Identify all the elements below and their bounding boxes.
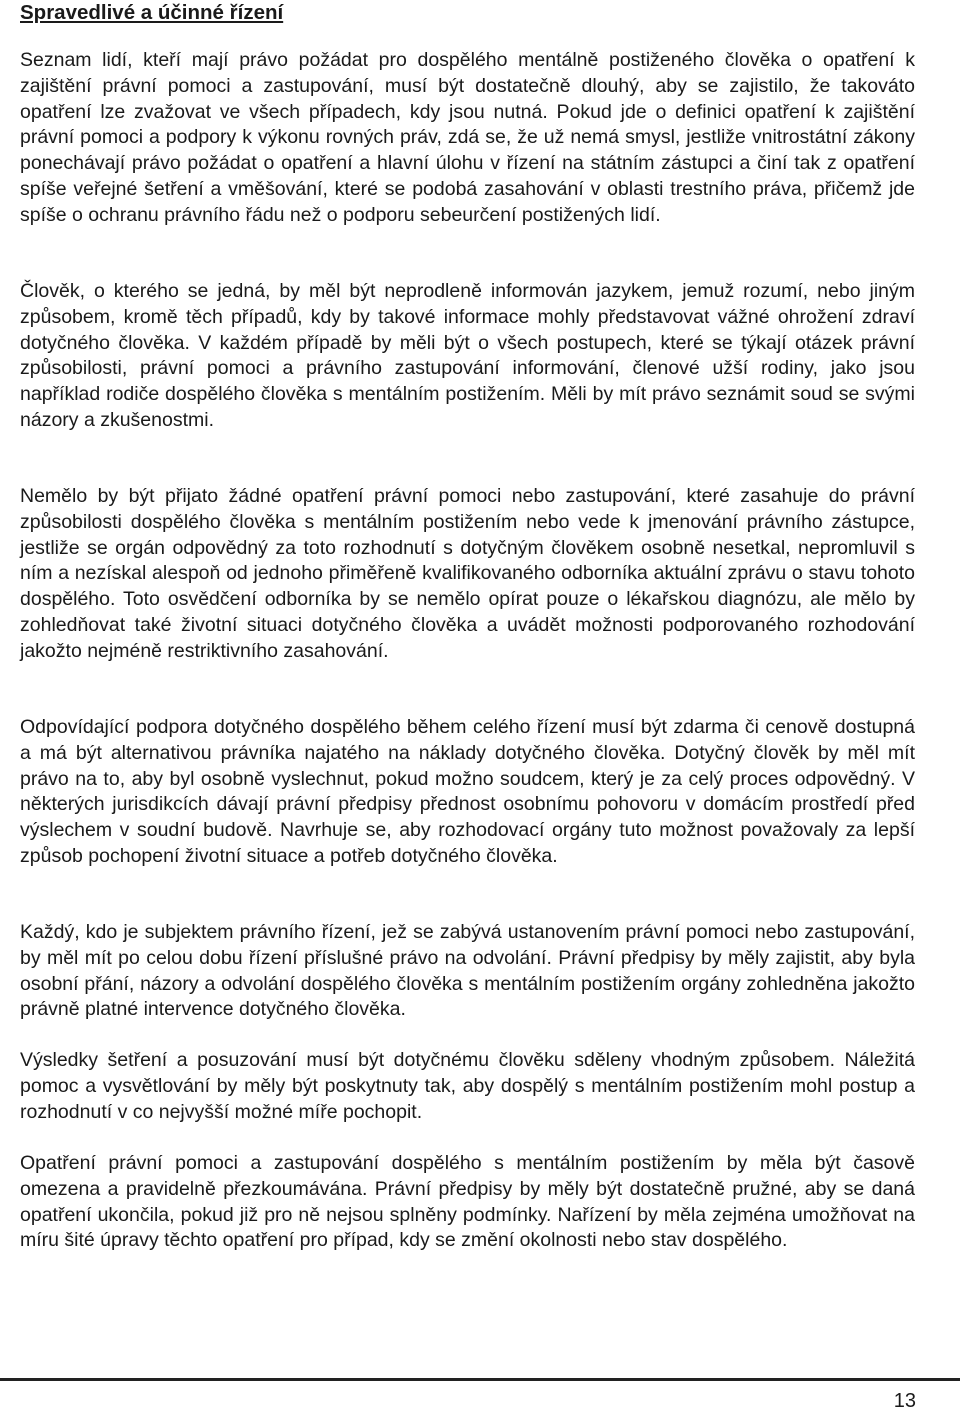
paragraph: Výsledky šetření a posuzování musí být dotyčnému člověku sděleny vhodným způsobem. Náležitá pomoc a vysvětlování by měly být poskytnuty tak, aby dospělý s mentálním postižením mohl postup a rozhodnutí v co nejvyšší možné míře pochopit. bbox=[20, 1049, 915, 1123]
paragraph: Každý, kdo je subjektem právního řízení, jež se zabývá ustanovením právní pomoci nebo zastupování, by měl mít po celou dobu řízení příslušné právo na odvolání. Právní předpisy by měly zajistit, aby byla osobní přání, názory a odvolání dospělého člověka s mentálním postižením orgány zohledněna jakožto právně platné intervence dotyčného člověka. bbox=[20, 921, 915, 1021]
paragraph: Opatření právní pomoci a zastupování dospělého s mentálním postižením by měla být časově omezena a pravidelně přezkoumávána. Právní předpisy by měly být dostatečně pružné, aby se daná opatření ukončila, pokud již pro ně nejsou splněny podmínky. Nařízení by měla zejména umožňovat na míru šité úpravy těchto opatření pro případ, kdy se změní okolnosti nebo stav dospělého. bbox=[20, 1152, 915, 1252]
paragraph: Odpovídající podpora dotyčného dospělého během celého řízení musí být zdarma či cenově dostupná a má být alternativou právníka najatého na náklady dotyčného člověka. Dotyčný člověk by měl mít právo na to, aby byl osobně vyslechnut, pokud možno soudcem, který je za celý proces odpovědný. V některých jurisdikcích dávají právní předpisy přednost osobnímu pohovoru v domácím prostředí před výslechem v soudní budově. Navrhuje se, aby rozhodovací orgány tuto možnost považovaly za lepší způsob pochopení životní situace a potřeb dotyčného člověka. bbox=[20, 716, 915, 867]
paragraph: Nemělo by být přijato žádné opatření právní pomoci nebo zastupování, které zasahuje do právní způsobilosti dospělého člověka s mentálním postižením nebo vede k jmenování právního zástupce, jestliže se orgán odpovědný za toto rozhodnutí s dotyčným člověkem osobně nesetkal, nepromluvil s ním a nezískal alespoň od jednoho přiměřeně kvalifikovaného odborníka aktuální zprávu o stavu tohoto dospělého. Toto osvědčení odborníka by se nemělo opírat pouze o lékařskou diagnózu, ale mělo by zohledňovat také životní situaci dotyčného člověka a uvádět možnosti podporovaného rozhodování jakožto nejméně restriktivního zasahování. bbox=[20, 485, 915, 662]
page-number: 13 bbox=[893, 1390, 916, 1412]
footer-divider bbox=[0, 1378, 960, 1381]
paragraph: Člověk, o kterého se jedná, by měl být neprodleně informován jazykem, jemuž rozumí, nebo jiným způsobem, kromě těch případů, kdy by takové informace mohly představovat vážné ohrožení zdraví dotyčného člověka. V každém případě by měli být o všech postupech, které se týkají otázek právní způsobilosti, právní pomoci a právního zastupování informování, členové užší rodiny, jako jsou například rodiče dospělého člověka s mentálním postižením. Měli by mít právo seznámit soud se svými názory a zkušenostmi. bbox=[20, 280, 915, 431]
section-heading: Spravedlivé a účinné řízení bbox=[20, 1, 284, 24]
paragraph: Seznam lidí, kteří mají právo požádat pro dospělého mentálně postiženého člověka o opatření k zajištění právní pomoci a zastupování, musí být dostatečně dlouhý, aby se zajistilo, že takováto opatření lze zvažovat ve všech případech, kdy jsou nutná. Pokud jde o definici opatření k zajištění právní pomoci a podpory k výkonu rovných práv, zdá se, že už nemá smysl, jestliže vnitrostátní zákony ponechávají právo požádat o opatření a hlavní úlohu v řízení na státním zástupci a činí tak z opatření spíše veřejné šetření a vměšování, které se podobá zasahování v oblasti trestního práva, přičemž jde spíše o ochranu právního řádu než o podporu sebeurčení postižených lidí. bbox=[20, 49, 915, 226]
